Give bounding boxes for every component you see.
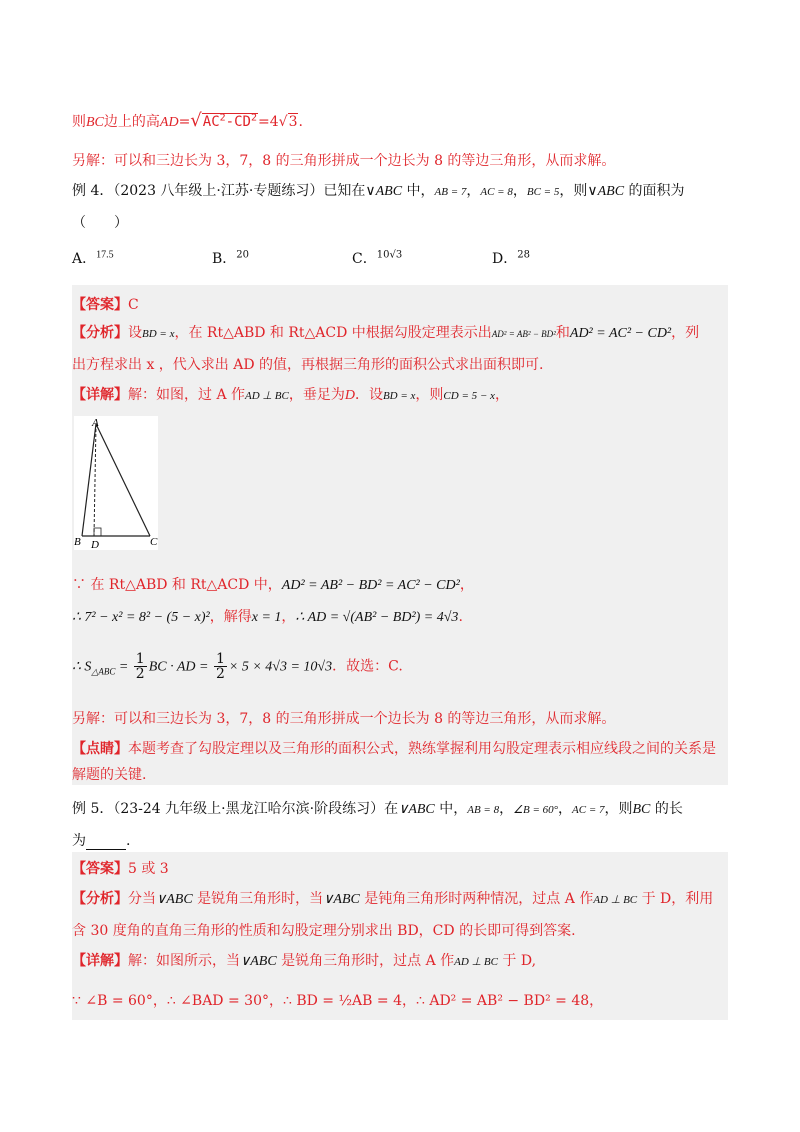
text: ．设 [354,387,383,403]
text: 解：如图，过 A 作 [128,387,246,403]
text: 解：如图所示，当 [128,953,240,969]
text: ∨ABC [398,802,435,817]
fraction-half [134,652,147,681]
text: 和 [555,325,570,341]
text: 于 D，利用 [637,891,714,907]
top-alt-solution: 另解：可以和三边长为 3，7，8 的三角形拼成一个边长为 8 的等边三角形，从而求解。 [72,153,616,169]
text: AC [202,114,220,130]
label-b: B [74,536,81,548]
text: ，解得 [209,609,252,625]
text: 【详解】 [72,953,128,969]
text: CD = 5 − x [443,390,495,402]
ex4-alt: 另解：可以和三边长为 3，7，8 的三角形拼成一个边长为 8 的等边三角形，从而求解。 [72,711,616,727]
text: BC · AD = [148,659,212,675]
text: ，垂足为 [288,387,345,403]
text: 【答案】 [72,297,128,313]
text: ∨ [587,183,598,199]
text: 例 5．（23-24 九年级上·黑龙江哈尔滨·阶段练习）在 [72,801,399,817]
ex4-comment-2: 解题的关键. [72,767,147,783]
text: 20 [236,249,250,261]
text: ．故选：C. [332,658,403,675]
ex4-paren: （ ） [72,215,128,231]
text: 1 [215,651,225,667]
text: ∨ [365,183,376,199]
text: AD² = AB² − BD² = AC² − CD² [281,578,460,593]
text: BC [86,115,104,130]
text: x = 1 [251,610,282,625]
text: AD ⊥ BC [454,956,498,968]
ex4-step2 [72,606,463,626]
text: 【答案】 [72,861,128,877]
text: AD ⊥ BC [245,390,289,402]
text: ∴ 7² − x² = 8² − (5 − x)² [72,610,210,625]
text: 28 [517,249,530,261]
text: D． [492,251,518,267]
fraction-half [214,652,227,681]
text: ABC [597,184,625,199]
text: ∨ABC [156,892,193,907]
ex4-step3 [72,652,403,681]
option-c[interactable] [352,248,402,268]
text: ∨ABC [240,954,277,969]
label-d: D [91,539,99,550]
text: . [298,114,303,130]
text: AC = 8 [480,186,513,198]
text: =4 [258,114,279,130]
triangle-diagram [74,416,158,550]
text: ∴ S [72,659,92,675]
text: D [344,388,355,403]
text: 【点睛】 [72,741,128,757]
text: = [115,659,132,675]
text: ∵ 在 Rt△ABD 和 Rt△ACD 中， [72,577,282,593]
ex5-analysis [72,888,713,908]
text: BC = 5 [526,186,560,198]
text: C [128,297,139,313]
text: AD² = AB² − BD² [491,329,556,339]
text: 的面积为 [624,183,685,199]
top-line-1: 则BC边上的高$AD=√AC^2-CD^2=4√3$. [72,110,303,131]
text: 边上的高 [103,114,160,130]
text: = [178,114,191,130]
text: BC [632,802,651,817]
text: 10√3 [376,249,403,261]
text: BD = x [142,328,175,340]
ex4-comment [72,738,716,758]
label-c: C [150,536,158,548]
text: ，在 Rt△ABD 和 Rt△ACD 中根据勾股定理表示出 [174,325,492,341]
text: ， [281,609,296,625]
text: 是锐角三角形时，当 [192,891,324,907]
text: AB = 8 [467,804,500,816]
text: . [126,833,131,849]
text: 则 [72,114,86,130]
text: C． [352,251,377,267]
text: 2 [215,666,225,682]
text: AD ⊥ BC [593,894,638,906]
ex4-answer [72,294,139,314]
text: ABC [375,184,403,199]
ex5-question-2 [72,830,130,850]
text: ，则 [559,183,588,199]
text: -CD [225,114,251,130]
ex4-analysis-2: 出方程求出 x ，代入求出 AD 的值，再根据三角形的面积公式求出面积即可. [72,357,544,373]
label-a: A [92,417,99,429]
text: △ABC [91,666,116,677]
text: 分当 [128,891,156,907]
text: 的长 [650,801,683,817]
text: AB = 7 [434,186,467,198]
ex4-question: 例 4．（2023 八年级上·江苏·专题练习）已知在∨ABC 中，AB = 7，AC = 8，BC = 5，则∨ABC 的面积为 [72,183,685,199]
text: AD [159,115,179,130]
text: × 5 × 4√3 = 10√3 [228,659,333,675]
text: 【分析】 [72,891,128,907]
text: ∴ AD = √(AB² − BD²) = 4√3 [295,610,459,625]
ex5-analysis-2: 含 30 度角的直角三角形的性质和勾股定理分别求出 BD，CD 的长即可得到答案. [72,923,576,939]
text: ∠B = 60° [513,804,559,816]
text: B． [212,251,237,267]
ex4-detail [72,384,509,404]
text: 3 [288,114,298,130]
text: 1 [135,651,145,667]
option-a[interactable] [72,248,114,268]
text: 于 D, [497,953,537,969]
option-d[interactable] [492,248,530,268]
text: ，则 [604,801,633,817]
right-angle-mark [94,528,101,536]
text: 本题考查了勾股定理以及三角形的面积公式，熟练掌握利用勾股定理表示相应线段之间的关系是 [128,741,716,757]
ex4-analysis [72,322,699,342]
text: 中， [402,183,435,199]
text: AD² = AC² − CD² [569,326,672,341]
text: 例 4．（2023 八年级上·江苏·专题练习）已知在 [72,183,366,199]
text: BD = x [382,390,416,402]
text: 2 [250,112,257,124]
text: ，则 [415,387,444,403]
text: 【分析】 [72,325,128,341]
text: ， [459,577,474,593]
text: 2 [219,112,226,124]
triangle-figure [74,416,158,550]
text: A． [72,251,97,267]
text: 17.5 [96,249,114,261]
text: 为 [72,833,86,849]
ex5-question: 例 5．（23-24 九年级上·黑龙江哈尔滨·阶段练习）在∨ABC 中，AB = 8，∠B = 60°，AC = 7，则BC 的长 [72,801,683,817]
text: 是钝角三角形时两种情况，过点 A 作 [359,891,594,907]
text: 中， [434,801,468,817]
text: 2 [135,666,145,682]
text: 设 [128,325,142,341]
text: ，列 [671,325,700,341]
side-ac [96,424,150,536]
text: AC = 7 [572,804,605,816]
text: 是锐角三角形时，过点 A 作 [276,953,455,969]
answer-blank[interactable] [86,836,126,850]
text: ∨ABC [323,892,360,907]
option-b[interactable] [212,248,249,268]
ex4-step1 [72,574,474,594]
text: ， [494,387,509,403]
ex5-answer [72,858,169,878]
text: 5 或 3 [128,861,169,877]
ex5-step1: ∵ ∠B = 60°，∴ ∠BAD = 30°，∴ BD = ½AB = 4，∴ AD² = AB² − BD² = 48， [72,993,604,1009]
ex5-detail [72,950,536,970]
text: . [458,609,463,625]
text: 【详解】 [72,387,128,403]
